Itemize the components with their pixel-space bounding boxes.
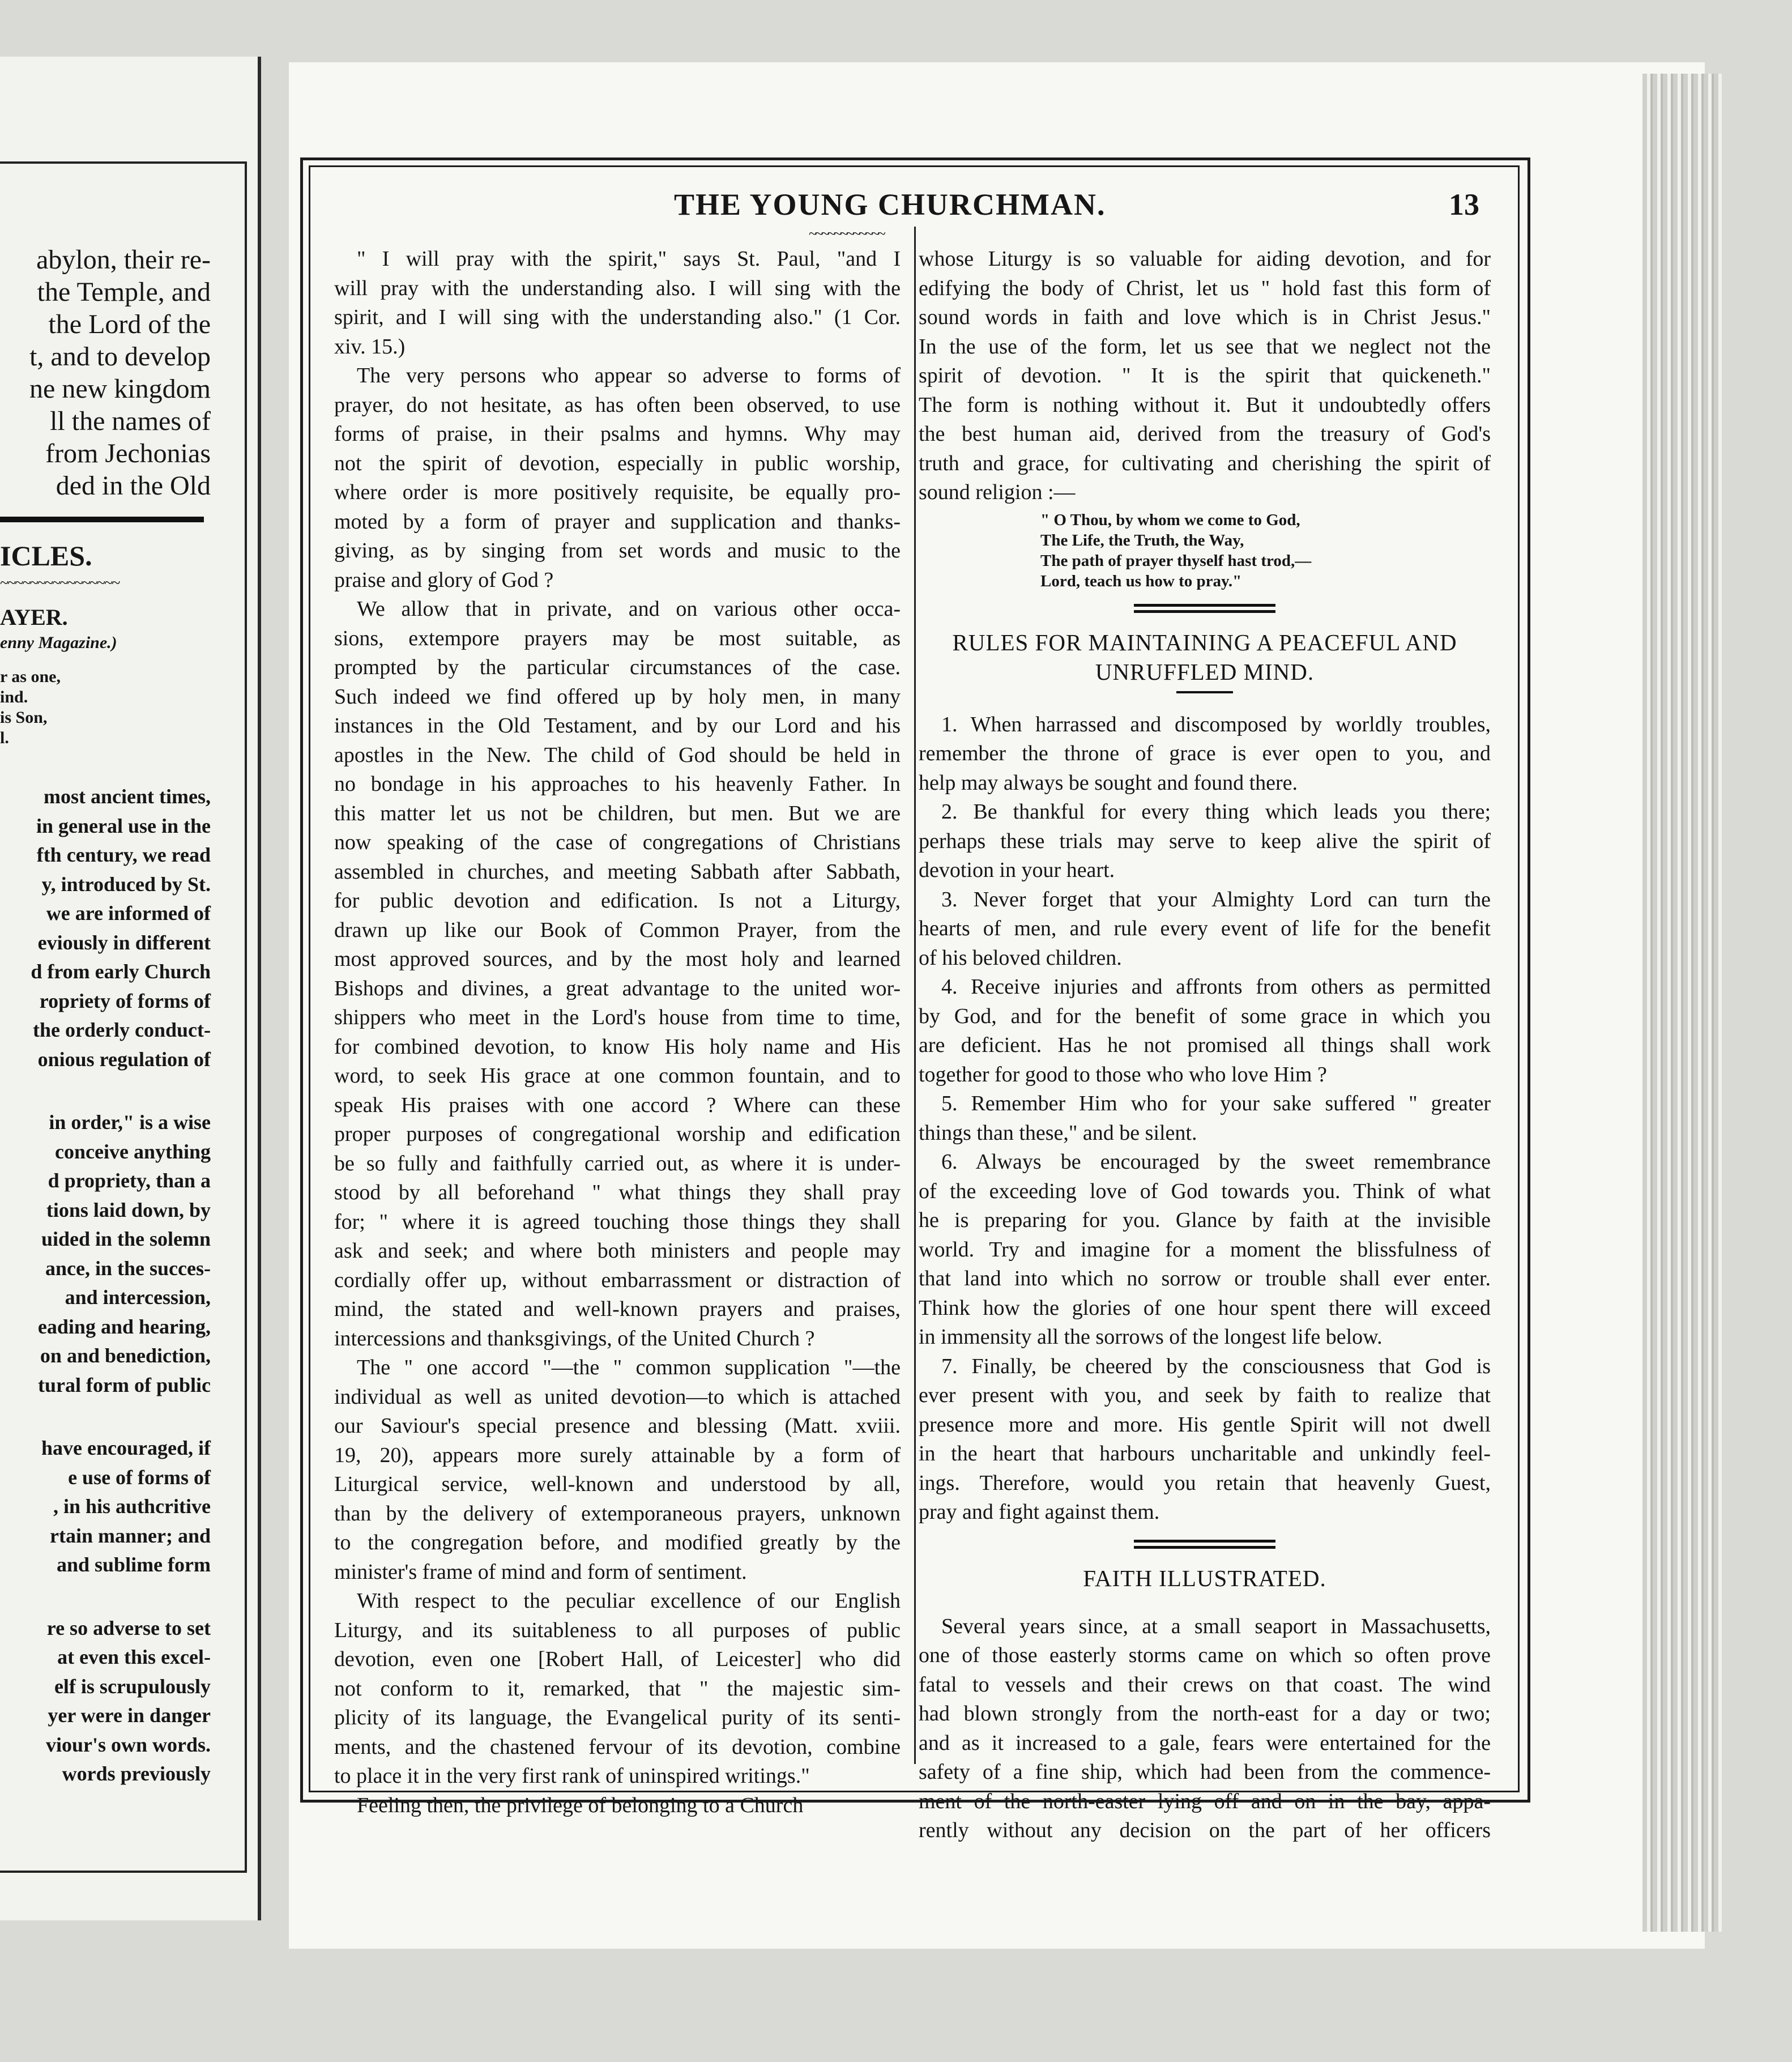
left-body-line (0, 1400, 211, 1434)
double-rule (1134, 604, 1275, 613)
text-line: of the exceeding love of God towards you. Think of what (919, 1179, 1491, 1203)
text-line: and as it increased to a gale, fears were entertained for the (919, 1731, 1491, 1755)
left-line: ne new kingdom (29, 374, 211, 404)
text-line: this matter let us not be children, but men. But we are (334, 801, 901, 825)
text-line: In the use of the form, let us see that we neglect not the (919, 334, 1491, 359)
text-line: sound religion :— (919, 480, 1076, 504)
text-line: forms of praise, in their psalms and hymns. Why may (334, 422, 901, 446)
text-line: cordially offer up, without embarrassment or distraction of (334, 1268, 901, 1292)
left-body-line: ropriety of forms of (39, 989, 211, 1012)
text-line: not conform to it, remarked, that " the majestic sim- (334, 1676, 901, 1701)
text-line: world. Try and imagine for a moment the blissfulness of (919, 1237, 1491, 1262)
text-line: 6. Always be encouraged by the sweet remembrance (941, 1150, 1491, 1174)
text-line: 4. Receive injuries and affronts from others as permitted (941, 975, 1491, 999)
text-line: moted by a form of prayer and supplication and thanks- (334, 509, 901, 534)
short-rule (1176, 691, 1233, 693)
text-line: With respect to the peculiar excellence of our English (357, 1589, 901, 1613)
left-body-line: words previously (62, 1762, 211, 1785)
text-line: stood by all beforehand " what things they shall pray (334, 1181, 901, 1204)
text-line: " I will pray with the spirit," says St. Paul, "and I (357, 247, 901, 271)
column-left (334, 245, 901, 1820)
text-line: Several years since, at a small seaport in Massachusetts, (941, 1614, 1491, 1638)
text-line: one of those easterly storms came on which so often prove (919, 1643, 1491, 1667)
left-page-top-rule (0, 161, 247, 164)
text-line: Such indeed we find offered up by holy men, in many (334, 684, 901, 709)
text-line: giving, as by singing from set words and music to the (334, 539, 901, 563)
text-line: The Life, the Truth, the Way, (1040, 531, 1244, 549)
text-line: assembled in churches, and meeting Sabbath after Sabbath, (334, 859, 901, 884)
left-body-line: in general use in the (36, 814, 211, 837)
text-line: We allow that in private, and on various other occa- (357, 597, 901, 621)
text-line: no bondage in his approaches to his heavenly Father. In (334, 772, 901, 796)
left-line: from Jechonias (45, 438, 211, 468)
text-line: spirit, and I will sing with the understanding also." (1 Cor. (334, 305, 901, 329)
left-page (0, 57, 261, 1920)
text-line: speak His praises with one accord ? Where can these (334, 1093, 901, 1117)
faith-paragraph (919, 1612, 1491, 1846)
poem (919, 510, 1491, 591)
text-line: Feeling then, the privilege of belonging to a Church (357, 1793, 804, 1817)
text-line: most approved sources, and by the most holy and learned (334, 947, 901, 971)
left-body-line: most ancient times, (44, 785, 211, 808)
text-line: prayer, do not hesitate, as has often been observed, to use (334, 393, 901, 417)
text-line: by God, and for the benefit of some grace in which you (919, 1004, 1491, 1028)
left-body-line: e use of forms of (68, 1465, 211, 1489)
text-line: in the heart that harbours uncharitable and unkindly feel- (919, 1442, 1491, 1465)
title-wave-rule: ~~~~~~~~~~~~ (809, 225, 884, 242)
text-line: 2. Be thankful for every thing which leads you there; (941, 800, 1491, 824)
left-line: the Temple, and (37, 277, 211, 307)
text-line: ings. Therefore, would you retain that heavenly Guest, (919, 1471, 1491, 1495)
left-line: ll the names of (50, 406, 211, 436)
left-body-line: we are informed of (46, 902, 211, 925)
left-body-line: d propriety, than a (48, 1169, 211, 1192)
left-body-line: fth century, we read (36, 843, 211, 866)
text-line: proper purposes of congregational worship and edification (334, 1122, 901, 1146)
left-body-line: y, introduced by St. (41, 872, 211, 896)
text-line: rently without any decision on the part of her officers (919, 1818, 1491, 1842)
left-page-side-rule (245, 161, 247, 1872)
text-line: our Saviour's special presence and blessing (Matt. xviii. (334, 1414, 901, 1438)
text-line: Bishops and divines, a great advantage to the united wor- (334, 976, 901, 1000)
left-body-line: the orderly conduct- (33, 1019, 211, 1041)
left-body-line: eading and hearing, (37, 1315, 211, 1338)
text-line: not the spirit of devotion, especially in public worship, (334, 451, 901, 475)
left-body-line: rtain manner; and (49, 1524, 211, 1547)
left-body-line: and sublime form (56, 1553, 211, 1576)
text-line: The " one accord "—the " common supplication "—the (357, 1356, 901, 1379)
text-line: plicity of its language, the Evangelical purity of its senti- (334, 1706, 901, 1729)
text-line: hearts of men, and rule every event of life for the benefit (919, 917, 1491, 940)
text-line: for combined devotion, to know His holy name and His (334, 1034, 901, 1059)
left-heading: ICLES. (0, 540, 92, 572)
text-line: ments, and the chastened fervour of its devotion, combine (334, 1735, 901, 1759)
faith-heading: FAITH ILLUSTRATED. (1083, 1565, 1326, 1591)
double-rule (1134, 1540, 1275, 1549)
left-body-line: viour's own words. (45, 1733, 211, 1756)
left-thick-rule (0, 517, 204, 522)
text-line: together for good to those who who love Him ? (919, 1062, 1327, 1087)
text-line: Lord, teach us how to pray." (1040, 572, 1242, 590)
text-line: pray and fight against them. (919, 1500, 1160, 1524)
text-line: in immensity all the sorrows of the longest life below. (919, 1325, 1383, 1349)
text-line: had blown strongly from the north-east for a day or two; (919, 1702, 1491, 1726)
text-line: to the congregation before, and modified greatly by the (334, 1531, 901, 1554)
left-body-line: conceive anything (55, 1140, 211, 1163)
text-line: the best human aid, derived from the treasury of God's (919, 422, 1491, 446)
text-line: sions, extempore prayers may be most suitable, as (334, 626, 901, 650)
text-line: of his beloved children. (919, 945, 1122, 970)
text-line: devotion, even one [Robert Hall, of Leicester] who did (334, 1647, 901, 1671)
text-line: are deficient. Has he not promised all things shall work (919, 1033, 1491, 1057)
text-line: 7. Finally, be cheered by the consciousness that God is (941, 1354, 1491, 1378)
text-line: presence more and more. His gentle Spirit will not dwell (919, 1412, 1491, 1437)
column-rule (914, 227, 916, 1764)
text-line: to place it in the very first rank of uninspired writings." (334, 1764, 810, 1788)
text-line: remember the throne of grace is ever open to you, and (919, 742, 1491, 765)
left-source: enny Magazine.) (0, 633, 117, 652)
text-line: " O Thou, by whom we come to God, (1040, 510, 1300, 529)
text-line: 3. Never forget that your Almighty Lord can turn the (941, 887, 1491, 911)
left-body-line: onious regulation of (37, 1047, 211, 1071)
text-line: word, to seek His grace at one common fountain, and to (334, 1064, 901, 1088)
left-line: ded in the Old (56, 471, 211, 501)
text-line: 5. Remember Him who for your sake suffered " greater (941, 1092, 1491, 1115)
text-line: minister's frame of mind and form of sentiment. (334, 1560, 747, 1584)
left-verse: ind. (0, 688, 28, 706)
text-line: shippers who meet in the Lord's house from time to time, (334, 1006, 901, 1029)
text-line: spirit of devotion. " It is the spirit that quickeneth." (919, 364, 1491, 387)
page-number: 13 (1449, 188, 1479, 221)
left-verse: r as one, (0, 667, 61, 686)
text-line: The very persons who appear so adverse to forms of (357, 364, 901, 387)
text-line: Liturgy, and its suitableness to all purposes of public (334, 1618, 901, 1642)
left-wave-rule: ~~~~~~~~~~~~~~~~ (0, 574, 120, 592)
left-body-line: at even this excel- (57, 1646, 211, 1668)
left-verse: is Son, (0, 708, 48, 727)
text-line: whose Liturgy is so valuable for aiding devotion, and for (919, 247, 1491, 271)
text-line: ment of the north-easter lying off and on in the bay, appa- (919, 1789, 1491, 1813)
text-line: Think how the glories of one hour spent there will exceed (919, 1296, 1491, 1320)
text-line: prompted by the particular circumstances of the case. (334, 655, 901, 679)
left-page-text (0, 244, 211, 1789)
left-body-line: ance, in the succes- (45, 1256, 211, 1280)
page-title: THE YOUNG CHURCHMAN. (674, 188, 1106, 221)
text-line: 1. When harrassed and discomposed by worldly troubles, (941, 712, 1491, 736)
text-line: help may always be sought and found there. (919, 770, 1298, 795)
left-body-line: yer were in danger (48, 1704, 211, 1727)
text-line: drawn up like our Book of Common Prayer, from the (334, 918, 901, 942)
text-line: individual as well as united devotion—to which is attached (334, 1384, 901, 1409)
text-line: The path of prayer thyself hast trod,— (1040, 551, 1312, 570)
text-line: he is preparing for you. Glance by faith at the invisible (919, 1208, 1491, 1232)
left-verse: l. (0, 728, 9, 747)
text-line: 19, 20), appears more surely attainable by a form of (334, 1443, 901, 1467)
text-line: Liturgical service, well-known and understood by all, (334, 1472, 901, 1496)
text-line: safety of a fine ship, which had been from the commence- (919, 1760, 1491, 1784)
page-edges (1642, 74, 1722, 1932)
left-line: the Lord of the (48, 309, 211, 339)
intro-paragraph (919, 245, 1491, 508)
left-body-line: re so adverse to set (46, 1616, 211, 1639)
text-line: fatal to vessels and their crews on that coast. The wind (919, 1672, 1491, 1697)
column-right (919, 245, 1491, 1846)
left-subheading: AYER. (0, 604, 68, 630)
text-line: praise and glory of God ? (334, 568, 554, 592)
left-body (0, 782, 211, 1789)
text-line: apostles in the New. The child of God should be held in (334, 743, 901, 767)
left-body-line: in order," is a wise (49, 1111, 211, 1134)
rules-heading-line-2: UNRUFFLED MIND. (1095, 658, 1315, 685)
text-line: devotion in your heart. (919, 858, 1115, 882)
text-line: edifying the body of Christ, let us " hold fast this form of (919, 276, 1491, 300)
left-body-line: tions laid down, by (46, 1198, 211, 1221)
text-line: ask and seek; and where both ministers and people may (334, 1239, 901, 1263)
rules-heading-line-1: RULES FOR MAINTAINING A PEACEFUL AND (952, 629, 1457, 655)
left-body-line: and intercession, (65, 1286, 211, 1309)
left-body-line (0, 1074, 211, 1108)
text-line: intercessions and thanksgivings, of the United Church ? (334, 1326, 815, 1350)
text-line: truth and grace, for cultivating and cherishing the spirit of (919, 451, 1491, 475)
left-line: abylon, their re- (36, 245, 211, 275)
left-body-line: d from early Church (31, 960, 211, 983)
text-line: perhaps these trials may serve to keep alive the spirit of (919, 829, 1491, 853)
left-body-line (0, 1580, 211, 1614)
text-line: now speaking of the case of congregations of Christians (334, 830, 901, 854)
text-line: instances in the Old Testament, and by our Lord and his (334, 714, 901, 738)
text-line: than by the delivery of extemporaneous prayers, unknown (334, 1501, 901, 1526)
left-body-line: eviously in different (37, 931, 211, 954)
rules-list (919, 710, 1491, 1527)
text-line: where order is more positively requisite, be equally pro- (334, 480, 901, 504)
left-body-line: elf is scrupulously (54, 1675, 211, 1698)
left-body-line: , in his authcritive (53, 1495, 211, 1518)
text-line: ever present with you, and seek by faith to realize that (919, 1383, 1491, 1407)
text-line: sound words in faith and love which is in Christ Jesus." (919, 305, 1491, 329)
text-line: mind, the stated and well-known prayers and praises, (334, 1297, 901, 1321)
left-body-line: uided in the solemn (41, 1228, 211, 1250)
text-line: xiv. 15.) (334, 334, 406, 359)
text-line: that land into which no sorrow or trouble shall ever enter. (919, 1267, 1491, 1290)
text-line: The form is nothing without it. But it undoubtedly offers (919, 393, 1491, 417)
left-body-line: have encouraged, if (41, 1437, 211, 1459)
text-line: be so fully and faithfully carried out, as where it is under- (334, 1151, 901, 1175)
text-line: for; " where it is agreed touching those things they shall (334, 1209, 901, 1234)
text-line: for public devotion and edification. Is not a Liturgy, (334, 889, 901, 913)
left-body-line: on and benediction, (40, 1344, 211, 1367)
left-page-bottom-rule (0, 1871, 247, 1873)
text-line: things than these," and be silent. (919, 1121, 1197, 1145)
text-line: will pray with the understanding also. I will sing with the (334, 276, 901, 300)
left-body-line: tural form of public (38, 1373, 211, 1396)
left-line: t, and to develop (29, 342, 211, 372)
